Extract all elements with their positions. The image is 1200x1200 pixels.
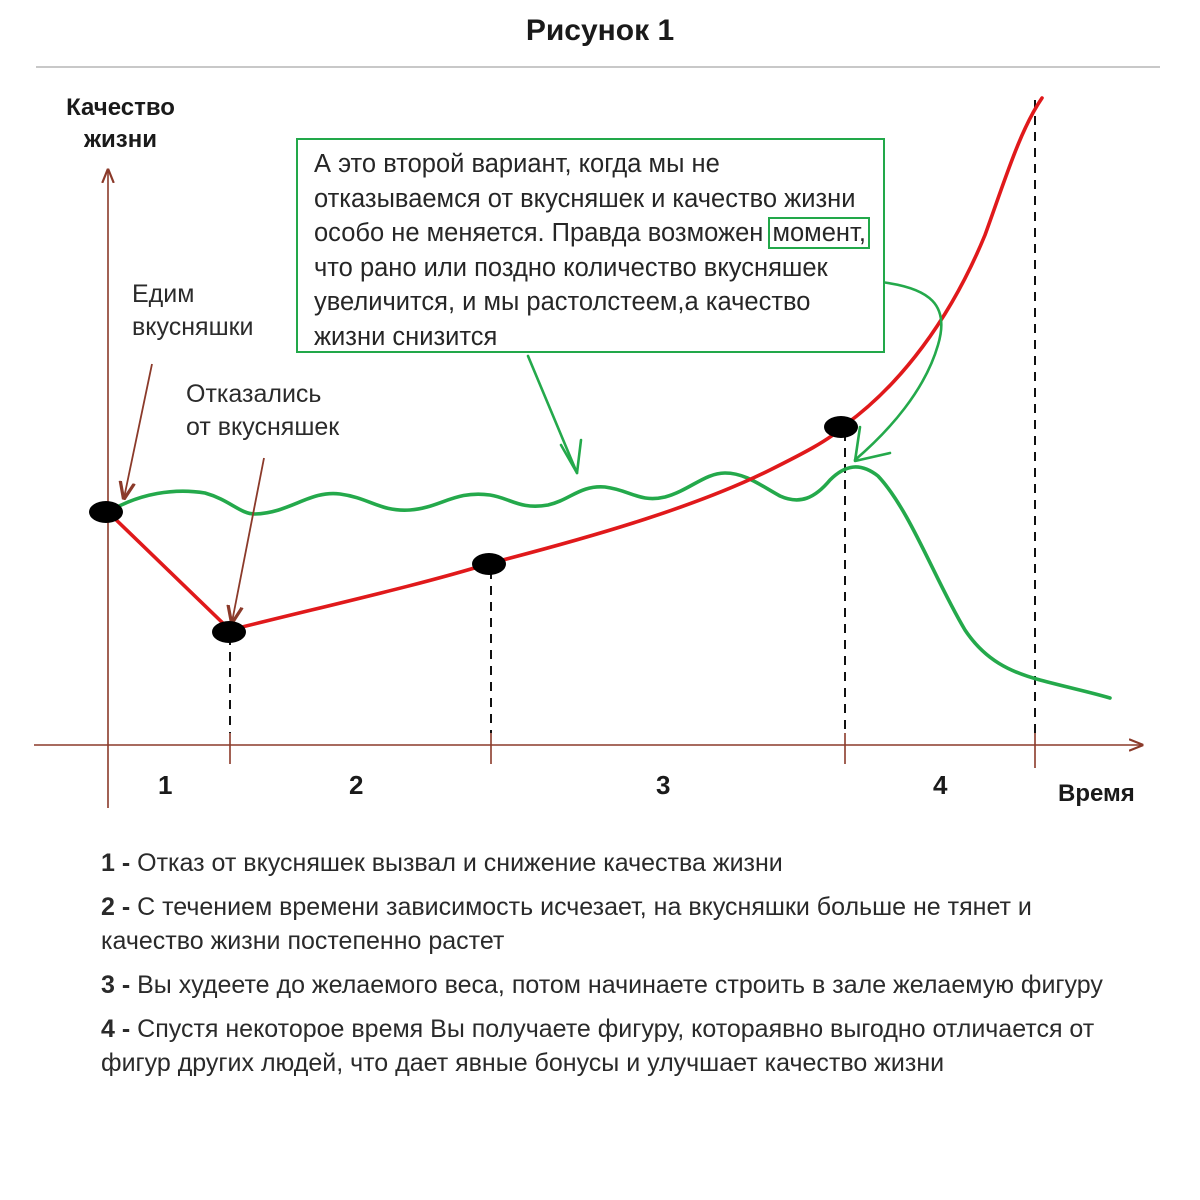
callout-text-before: А это второй вариант, когда мы не отказываемся от вкусняшек и качество жизни особо не меняется. Правда возможен bbox=[314, 150, 856, 247]
legend-item-2-number: 2 - bbox=[101, 893, 131, 921]
callout-arrow-down bbox=[528, 356, 577, 473]
arrow-eat-sweets bbox=[124, 364, 152, 498]
legend-item-4-number: 4 - bbox=[101, 1015, 131, 1043]
annotation-refused-line-1: Отказались bbox=[186, 380, 322, 408]
y-axis-label-line-2: жизни bbox=[84, 126, 157, 153]
callout-text-after: что рано или поздно количество вкусняшек увеличится, и мы растолстеем,а качество жизни снизится bbox=[314, 253, 828, 351]
legend-item-2 bbox=[101, 890, 1141, 958]
legend-item-2-text: С течением времени зависимость исчезает, на вкусняшки больше не тянет и качество жизни постепенно растет bbox=[101, 893, 1032, 955]
arrow-refused-sweets bbox=[232, 458, 264, 622]
annotation-refused-sweets bbox=[186, 378, 339, 444]
legend-item-4 bbox=[101, 1012, 1141, 1080]
stage-label-1: 1 bbox=[158, 770, 173, 800]
x-axis-label: Время bbox=[1058, 780, 1135, 807]
milestone-dot-low bbox=[212, 621, 246, 643]
legend-item-1-text: Отказ от вкусняшек вызвал и снижение качества жизни bbox=[130, 849, 783, 877]
stage-label-3: 3 bbox=[656, 770, 671, 800]
milestone-dot-middle bbox=[472, 553, 506, 575]
stage-legend bbox=[101, 846, 1141, 1090]
second-variant-callout bbox=[296, 138, 885, 353]
annotation-eat-sweets bbox=[132, 278, 254, 344]
stage-label-2: 2 bbox=[349, 770, 364, 800]
milestone-dot-start bbox=[89, 501, 123, 523]
y-axis-label-line-1: Качество bbox=[66, 94, 175, 121]
callout-highlight: момент, bbox=[768, 217, 869, 249]
legend-item-3 bbox=[101, 968, 1141, 1002]
legend-item-3-number: 3 - bbox=[101, 971, 131, 999]
figure-title: Рисунок 1 bbox=[525, 14, 675, 47]
legend-item-1-number: 1 - bbox=[101, 849, 131, 877]
legend-item-3-text: Вы худеете до желаемого веса, потом начинаете строить в зале желаемую фигуру bbox=[130, 971, 1103, 999]
legend-item-1 bbox=[101, 846, 1141, 880]
green-curve-keep-sweets bbox=[108, 467, 1110, 698]
stage-label-4: 4 bbox=[933, 770, 948, 800]
legend-item-4-text: Спустя некоторое время Вы получаете фигуру, котораявно выгодно отличается от фигур других людей, что дает явные бонусы и улучшает качество жизни bbox=[101, 1015, 1095, 1077]
annotation-eat-line-1: Едим bbox=[132, 280, 195, 308]
annotation-eat-line-2: вкусняшки bbox=[132, 313, 254, 341]
milestone-dot-upper bbox=[824, 416, 858, 438]
annotation-refused-line-2: от вкусняшек bbox=[186, 413, 340, 441]
